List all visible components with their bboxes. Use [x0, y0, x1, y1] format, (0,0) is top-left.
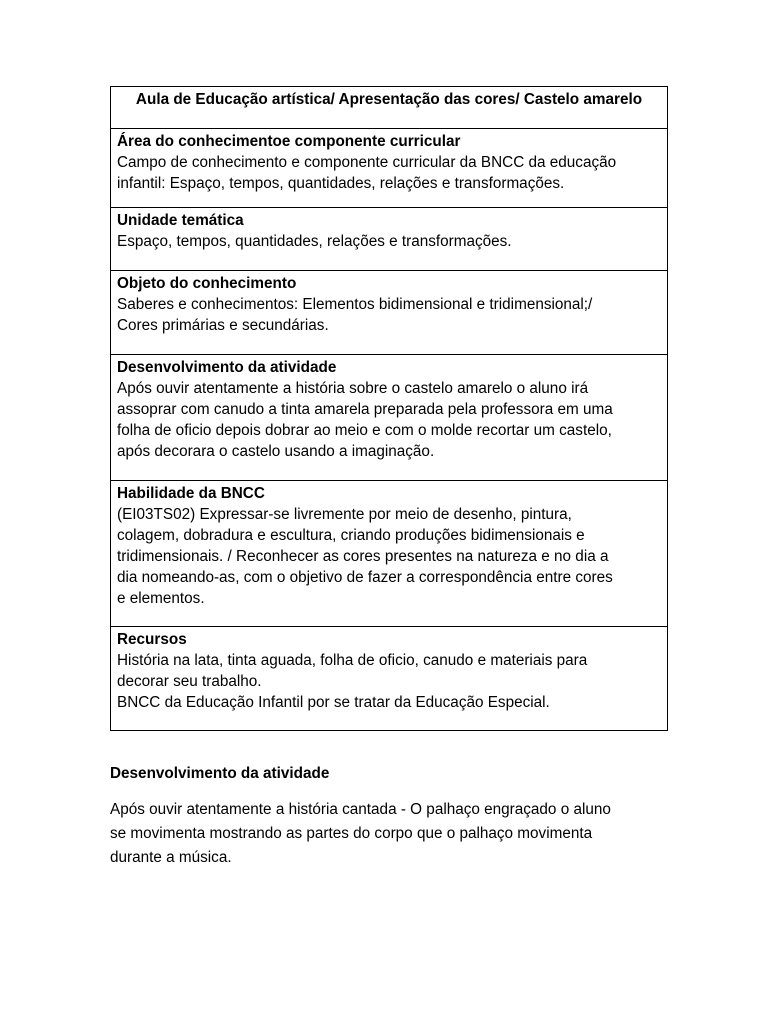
desenvolvimento-line: folha de oficio depois dobrar ao meio e com o molde recortar um castelo, — [117, 422, 612, 439]
table-row-habilidade — [111, 481, 668, 627]
unidade-line: Espaço, tempos, quantidades, relações e transformações. — [117, 233, 512, 250]
table-row-area — [111, 129, 668, 208]
habilidade-line: colagem, dobradura e escultura, criando produções bidimensionais e — [117, 527, 585, 544]
area-line: infantil: Espaço, tempos, quantidades, relações e transformações. — [117, 175, 565, 192]
objeto-body — [117, 294, 661, 336]
table-title-row — [111, 87, 668, 129]
desenvolvimento-line: após decorara o castelo usando a imaginação. — [117, 443, 435, 460]
habilidade-cell — [111, 481, 668, 627]
habilidade-line: (EI03TS02) Expressar-se livremente por meio de desenho, pintura, — [117, 506, 572, 523]
lesson-plan-table — [110, 86, 668, 731]
table-row-unidade — [111, 208, 668, 271]
desenvolvimento-line: Após ouvir atentamente a história sobre o castelo amarelo o aluno irá — [117, 380, 589, 397]
area-body — [117, 152, 661, 194]
objeto-cell — [111, 271, 668, 355]
recursos-line: BNCC da Educação Infantil por se tratar da Educação Especial. — [117, 694, 550, 711]
after-line: Após ouvir atentamente a história cantada - O palhaço engraçado o aluno — [110, 801, 611, 818]
after-heading: Desenvolvimento da atividade — [110, 765, 330, 782]
desenvolvimento-body — [117, 378, 661, 462]
unidade-body — [117, 231, 661, 252]
desenvolvimento-line: assoprar com canudo a tinta amarela preparada pela professora em uma — [117, 401, 613, 418]
habilidade-body — [117, 504, 661, 609]
table-title: Aula de Educação artística/ Apresentação das cores/ Castelo amarelo — [111, 87, 668, 129]
objeto-line: Cores primárias e secundárias. — [117, 317, 329, 334]
after-line: se movimenta mostrando as partes do corpo que o palhaço movimenta — [110, 825, 593, 842]
recursos-body — [117, 650, 661, 713]
habilidade-heading: Habilidade da BNCC — [117, 485, 265, 502]
recursos-heading: Recursos — [117, 631, 187, 648]
area-line: Campo de conhecimento e componente curricular da BNCC da educação — [117, 154, 617, 171]
recursos-line: História na lata, tinta aguada, folha de oficio, canudo e materiais para — [117, 652, 588, 669]
desenvolvimento-cell — [111, 355, 668, 481]
after-body — [110, 798, 680, 870]
habilidade-line: dia nomeando-as, com o objetivo de fazer a correspondência entre cores — [117, 569, 613, 586]
after-line: durante a música. — [110, 849, 232, 866]
area-heading: Área do conhecimentoe componente curricular — [117, 133, 461, 150]
area-cell — [111, 129, 668, 208]
habilidade-line: e elementos. — [117, 590, 205, 607]
recursos-line: decorar seu trabalho. — [117, 673, 262, 690]
objeto-heading: Objeto do conhecimento — [117, 275, 297, 292]
table-row-recursos — [111, 627, 668, 731]
objeto-line: Saberes e conhecimentos: Elementos bidimensional e tridimensional;/ — [117, 296, 593, 313]
unidade-cell — [111, 208, 668, 271]
recursos-cell — [111, 627, 668, 731]
desenvolvimento-heading: Desenvolvimento da atividade — [117, 359, 337, 376]
table-row-objeto — [111, 271, 668, 355]
habilidade-line: tridimensionais. / Reconhecer as cores presentes na natureza e no dia a — [117, 548, 609, 565]
after-table-section — [110, 763, 680, 870]
unidade-heading: Unidade temática — [117, 212, 244, 229]
table-row-desenvolvimento — [111, 355, 668, 481]
